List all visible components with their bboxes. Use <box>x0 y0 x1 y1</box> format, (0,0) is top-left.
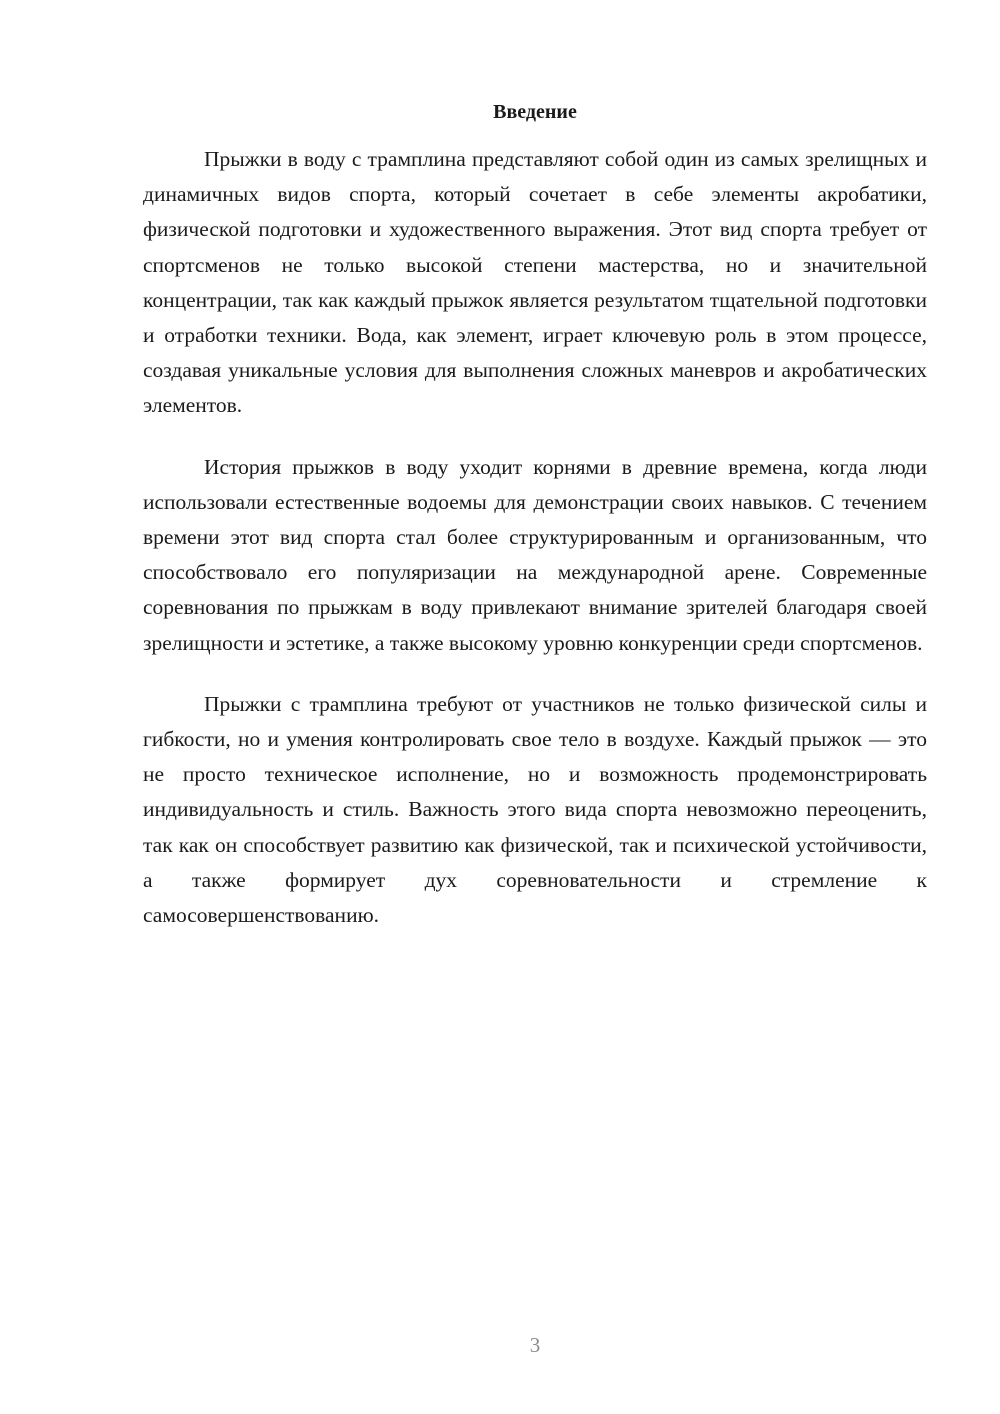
page-number: 3 <box>529 1333 541 1357</box>
section-title: Введение <box>493 101 577 123</box>
paragraph-2: История прыжков в воду уходит корнями в древние времена, когда люди использовали естественные водоемы для демонстрации своих навыков. С течением времени этот вид спорта стал более структурированным и организованным, что способствовало его популяризации на международной арене. Современные соревнования по прыжкам в воду привлекают внимание зрителей благодаря своей зрелищности и эстетике, а также высокому уровню конкуренции среди спортсменов. <box>143 454 927 655</box>
body-text <box>143 142 927 959</box>
paragraph-3: Прыжки с трамплина требуют от участников не только физической силы и гибкости, но и умения контролировать свое тело в воздухе. Каждый прыжок — это не просто техническое исполнение, но и возможность продемонстрировать индивидуальность и стиль. Важность этого вида спорта невозможно переоценить, так как он способствует развитию как физической, так и психической устойчивости, а также формирует дух соревновательности и стремление к самосовершенствованию. <box>143 691 927 928</box>
paragraph-1: Прыжки в воду с трамплина представляют собой один из самых зрелищных и динамичных видов спорта, который сочетает в себе элементы акробатики, физической подготовки и художественного выражения. Этот вид спорта требует от спортсменов не только высокой степени мастерства, но и значительной концентрации, так как каждый прыжок является результатом тщательной подготовки и отработки техники. Вода, как элемент, играет ключевую роль в этом процессе, создавая уникальные условия для выполнения сложных маневров и акробатических элементов. <box>143 147 927 418</box>
